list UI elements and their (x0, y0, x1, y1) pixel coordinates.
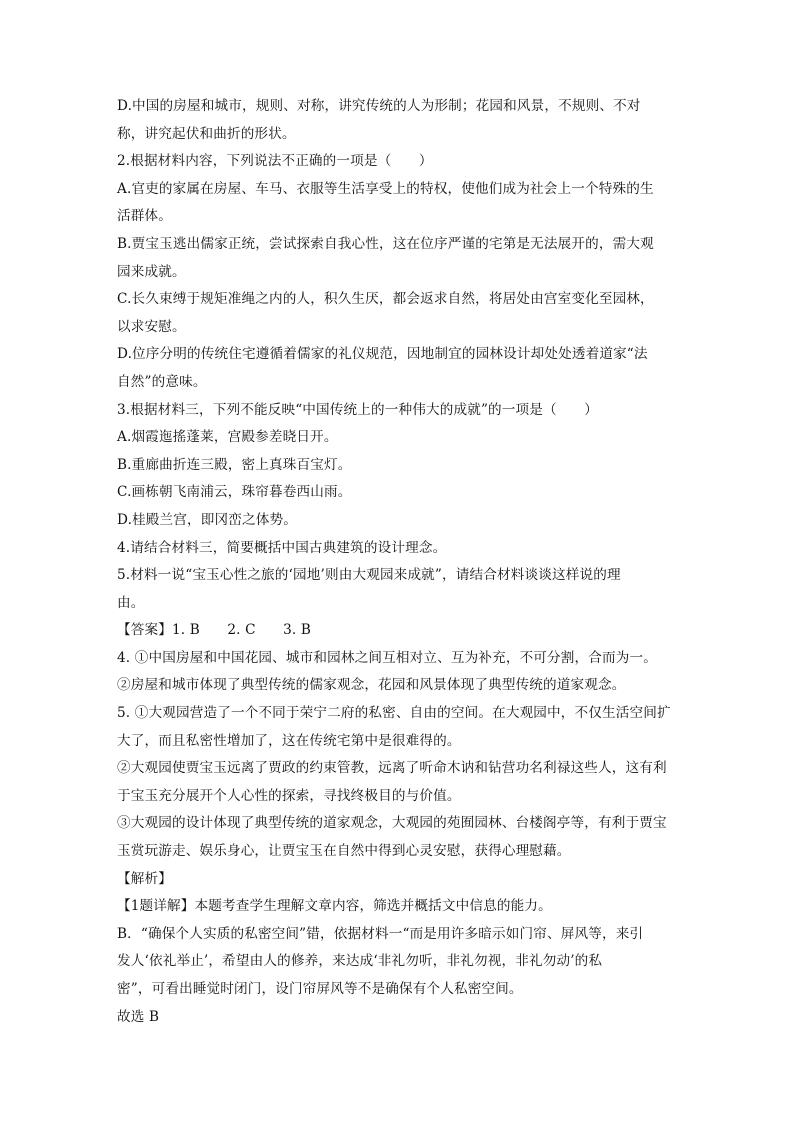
question-3-stem: 3.根据材料三，下列不能反映“中国传统上的一种伟大的成就”的一项是（ ） (117, 401, 599, 418)
text-line: 自然”的意味。 (117, 373, 207, 390)
option-d: D.位序分明的传统住宅遵循着儒家的礼仪规范，因地制宜的园林设计却处处透着道家“法 (117, 346, 648, 363)
question-5-stem: 5.材料一说“宝玉心性之旅的‘园地’则由大观园来成就”，请结合材料谈谈这样说的理 (117, 567, 621, 584)
final-choice: 故选 B (117, 1008, 160, 1025)
option-c: C.长久束缚于规矩准绳之内的人，积久生厌，都会返求自然，将居处由宫室变化至园林， (117, 291, 654, 308)
option-d: D.桂殿兰宫，即冈峦之体势。 (117, 511, 297, 528)
option-a: A.官吏的家属在房屋、车马、衣服等生活享受上的特权，使他们成为社会上一个特殊的生 (117, 180, 654, 197)
text-line: ②房屋和城市体现了典型传统的儒家观念，花园和风景体现了典型传统的道家观念。 (117, 677, 626, 694)
text-line: 由。 (117, 594, 145, 611)
answer-4-line: 4. ①中国房屋和中国花园、城市和园林之间互相对立、互为补充，不可分割，合而为一。 (117, 649, 658, 666)
text-line: 发人‘依礼举止’，希望由人的修养，来达成‘非礼勿听，非礼勿视，非礼勿动’的私 (117, 953, 603, 970)
option-a: A.烟霞迤搖蓬莱，宫殿参差晓日开。 (117, 429, 338, 446)
analysis-heading: 【解析】 (117, 870, 172, 887)
option-c: C.画栋朝飞南浦云，珠帘暮卷西山雨。 (117, 484, 352, 501)
option-b: B.贾宝玉逃出儒家正统，尝试探索自我心性，这在位序严谨的宅第是无法展开的，需大观 (117, 235, 654, 252)
analysis-1-heading: 【1题详解】本题考查学生理解文章内容，筛选并概括文中信息的能力。 (117, 898, 552, 915)
question-2-stem: 2.根据材料内容，下列说法不正确的一项是（ ） (117, 153, 433, 170)
text-line: B．“确保个人实质的私密空间”错，依据材料一“而是用许多暗示如门帘、屏风等，来引 (117, 925, 644, 942)
text-line: 活群体。 (117, 208, 172, 225)
text-line: ③大观园的设计体现了典型传统的道家观念，大观园的苑囿园林、台楼阁亭等，有利于贾宝 (117, 815, 667, 832)
text-line: 于宝玉充分展开个人心性的探索，寻找终极目的与价值。 (117, 787, 461, 804)
text-line: 密”，可看出睡觉时闭门，设门帘屏风等不是确保有个人私密空间。 (117, 981, 523, 997)
text-line: 玉赏玩游走、娱乐身心，让贾宝玉在自然中得到心灵安慰，获得心理慰藉。 (117, 843, 571, 860)
text-line: 以求安慰。 (117, 318, 186, 335)
answer-5-line: 5. ①大观园营造了一个不同于荣宁二府的私密、自由的空间。在大观园中，不仅生活空间扩 (117, 705, 671, 722)
text-line: 园来成就。 (117, 263, 186, 280)
option-b: B.重廊曲折连三殿，密上真珠百宝灯。 (117, 456, 352, 473)
question-4-stem: 4.请结合材料三，简要概括中国古典建筑的设计理念。 (117, 539, 447, 556)
text-line: 称，讲究起伏和曲折的形状。 (117, 125, 296, 142)
text-line: 大了，而且私密性增加了，这在传统宅第中是很难得的。 (117, 732, 461, 749)
text-line: ②大观园使贾宝玉远离了贾政的约束管教，远离了听命木讷和钻营功名利禄这些人，这有利 (117, 760, 667, 777)
answer-line: 【答案】1. B 2. C 3. B (117, 622, 312, 639)
text-line: D.中国的房屋和城市，规则、对称，讲究传统的人为形制；花园和风景，不规则、不对 (117, 98, 641, 114)
